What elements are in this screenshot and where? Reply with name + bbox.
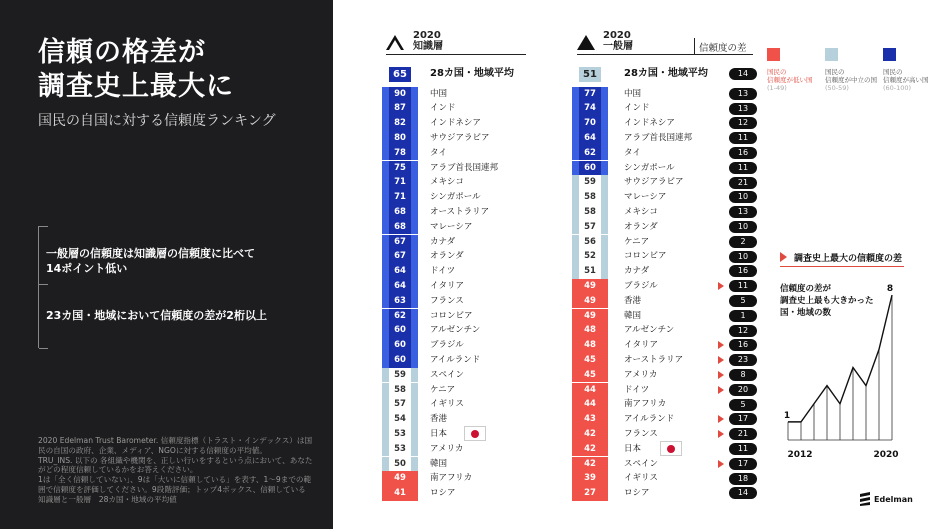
general-country-name: イタリア — [624, 340, 659, 351]
general-average-name: 28カ国・地域平均 — [624, 68, 708, 79]
general-country-name: アルゼンチン — [624, 325, 675, 336]
side-section-title: 調査史上最大の信頼度の差 — [780, 249, 904, 267]
general-diff-value: 2 — [729, 236, 757, 248]
informed-country-name: ロシア — [430, 488, 456, 499]
general-value: 58 — [579, 205, 601, 220]
informed-value: 50 — [389, 457, 411, 472]
general-arrow-icon — [718, 282, 724, 290]
informed-country-name: 日本 — [430, 428, 448, 439]
general-country-name: ブラジル — [624, 280, 658, 291]
informed-triangle-inner — [389, 40, 401, 50]
informed-country-name: アルゼンチン — [430, 325, 481, 336]
informed-country-name: インド — [430, 103, 456, 114]
informed-value: 68 — [389, 220, 411, 235]
general-country-name: オーストラリア — [624, 354, 684, 365]
spark-series-line — [788, 295, 892, 422]
general-value: 56 — [579, 235, 601, 250]
general-value: 43 — [579, 412, 601, 427]
informed-value: 60 — [389, 338, 411, 353]
page-title: 信頼の格差が 調査史上最大に — [38, 37, 234, 102]
general-value: 64 — [579, 131, 601, 146]
informed-country-name: シンガポール — [430, 192, 481, 203]
general-country-name: メキシコ — [624, 206, 658, 217]
informed-value: 80 — [389, 131, 411, 146]
general-diff-value: 13 — [729, 88, 757, 100]
informed-country-name: ブラジル — [430, 340, 464, 351]
informed-value: 78 — [389, 146, 411, 161]
informed-country-name: アイルランド — [430, 354, 481, 365]
informed-country-name: イタリア — [430, 280, 465, 291]
informed-country-name: イギリス — [430, 399, 464, 410]
general-country-name: カナダ — [624, 266, 650, 277]
informed-value: 64 — [389, 264, 411, 279]
general-value: 42 — [579, 442, 601, 457]
left-panel — [0, 0, 333, 529]
informed-value: 53 — [389, 427, 411, 442]
informed-country-name: マレーシア — [430, 221, 473, 232]
informed-value: 54 — [389, 412, 411, 427]
general-diff-value: 5 — [729, 399, 757, 411]
informed-country-name: 南アフリカ — [430, 473, 473, 484]
general-diff-value: 20 — [729, 384, 757, 396]
general-value: 62 — [579, 146, 601, 161]
general-value: 44 — [579, 397, 601, 412]
general-value: 60 — [579, 161, 601, 176]
general-country-name: アラブ首長国連邦 — [624, 132, 693, 143]
informed-value: 75 — [389, 161, 411, 176]
informed-value: 60 — [389, 353, 411, 368]
general-country-name: フランス — [624, 428, 658, 439]
japan-flag-icon — [660, 441, 682, 456]
general-diff-value: 5 — [729, 295, 757, 307]
informed-average-name: 28カ国・地域平均 — [430, 68, 514, 79]
general-diff-value: 10 — [729, 191, 757, 203]
general-value: 52 — [579, 249, 601, 264]
legend-swatch — [883, 48, 896, 61]
general-diff-value: 12 — [729, 325, 757, 337]
informed-country-name: オランダ — [430, 251, 464, 262]
bracket-bottom — [38, 290, 39, 348]
informed-country-name: アメリカ — [430, 443, 464, 454]
general-country-name: インドネシア — [624, 118, 675, 129]
general-diff-value: 10 — [729, 221, 757, 233]
general-country-name: 中国 — [624, 88, 642, 99]
informed-country-name: タイ — [430, 147, 447, 158]
general-country-name: ケニア — [624, 236, 650, 247]
general-value: 45 — [579, 368, 601, 383]
informed-country-name: 香港 — [430, 414, 448, 425]
informed-value: 53 — [389, 442, 411, 457]
general-diff-value: 14 — [729, 487, 757, 499]
general-value: 42 — [579, 427, 601, 442]
general-arrow-icon — [718, 430, 724, 438]
general-header-rule — [577, 54, 753, 55]
edelman-logo-icon — [860, 492, 872, 506]
spark-end-label: 8 — [886, 284, 894, 294]
legend-label: 国民の 信頼度が中立の国 — [825, 68, 877, 84]
legend-item — [767, 48, 823, 92]
general-arrow-icon — [718, 386, 724, 394]
spark-chart — [780, 280, 920, 465]
bracket-top — [38, 226, 39, 290]
diff-header: 信頼度の差 — [699, 43, 747, 54]
diff-header-divider — [694, 38, 695, 54]
informed-country-name: インドネシア — [430, 118, 481, 129]
informed-value: 68 — [389, 205, 411, 220]
general-diff-value: 11 — [729, 280, 757, 292]
general-country-name: ドイツ — [624, 384, 650, 395]
informed-country-name: メキシコ — [430, 177, 464, 188]
general-value: 74 — [579, 101, 601, 116]
general-value: 51 — [579, 264, 601, 279]
general-country-name: 南アフリカ — [624, 399, 667, 410]
general-country-name: 香港 — [624, 295, 642, 306]
edelman-logo: Edelman — [874, 495, 913, 504]
key-finding-1: 一般層の信頼度は知識層の信頼度に比べて 14ポイント低い — [46, 247, 255, 275]
informed-header-rule — [386, 54, 526, 55]
general-value: 49 — [579, 279, 601, 294]
spark-x-tick-start: 2012 — [787, 450, 813, 460]
general-country-name: イギリス — [624, 473, 658, 484]
informed-value: 67 — [389, 249, 411, 264]
informed-country-name: コロンビア — [430, 310, 473, 321]
informed-country-name: 中国 — [430, 88, 448, 99]
informed-country-name: フランス — [430, 295, 464, 306]
legend-item — [825, 48, 881, 92]
general-country-name: アイルランド — [624, 414, 675, 425]
japan-flag-sun — [667, 445, 675, 453]
general-diff-value: 16 — [729, 339, 757, 351]
general-country-name: インド — [624, 103, 650, 114]
informed-value: 58 — [389, 383, 411, 398]
informed-year: 2020 — [413, 30, 441, 41]
general-diff-value: 13 — [729, 206, 757, 218]
legend-item — [883, 48, 939, 92]
informed-country-name: ドイツ — [430, 266, 456, 277]
informed-value: 62 — [389, 309, 411, 324]
informed-value: 82 — [389, 116, 411, 131]
general-value: 77 — [579, 87, 601, 102]
general-value: 48 — [579, 323, 601, 338]
general-value: 27 — [579, 486, 601, 501]
general-value: 42 — [579, 457, 601, 472]
page-subtitle: 国民の自国に対する信頼度ランキング — [38, 113, 276, 129]
general-diff-value: 8 — [729, 369, 757, 381]
general-diff-value: 16 — [729, 265, 757, 277]
general-country-name: アメリカ — [624, 369, 658, 380]
informed-average-value: 65 — [389, 67, 411, 82]
general-country-name: オランダ — [624, 221, 658, 232]
general-value: 58 — [579, 190, 601, 205]
general-diff-value: 1 — [729, 310, 757, 322]
legend-range: (60-100) — [883, 84, 912, 92]
general-arrow-icon — [718, 371, 724, 379]
general-average-diff: 14 — [729, 68, 757, 80]
general-country-name: シンガポール — [624, 162, 675, 173]
general-label: 一般層 — [603, 41, 633, 52]
legend-range: (50-59) — [825, 84, 849, 92]
general-country-name: 日本 — [624, 443, 642, 454]
legend-swatch — [825, 48, 838, 61]
informed-value: 49 — [389, 471, 411, 486]
informed-country-name: カナダ — [430, 236, 456, 247]
informed-value: 41 — [389, 486, 411, 501]
general-value: 39 — [579, 471, 601, 486]
general-diff-value: 21 — [729, 177, 757, 189]
general-diff-value: 17 — [729, 458, 757, 470]
general-diff-value: 11 — [729, 162, 757, 174]
general-arrow-icon — [718, 460, 724, 468]
general-country-name: サウジアラビア — [624, 177, 684, 188]
general-value: 48 — [579, 338, 601, 353]
general-country-name: コロンビア — [624, 251, 667, 262]
informed-value: 59 — [389, 368, 411, 383]
general-triangle-icon — [577, 35, 595, 50]
general-diff-value: 17 — [729, 413, 757, 425]
general-diff-value: 21 — [729, 428, 757, 440]
general-country-name: タイ — [624, 147, 641, 158]
informed-value: 87 — [389, 101, 411, 116]
informed-value: 71 — [389, 190, 411, 205]
key-finding-2: 23カ国・地域において信頼度の差が2桁以上 — [46, 309, 267, 322]
general-value: 49 — [579, 309, 601, 324]
japan-flag-sun — [471, 430, 479, 438]
informed-value: 60 — [389, 323, 411, 338]
general-country-name: ロシア — [624, 488, 650, 499]
general-value: 59 — [579, 175, 601, 190]
general-diff-value: 11 — [729, 132, 757, 144]
general-arrow-icon — [718, 415, 724, 423]
informed-value: 90 — [389, 87, 411, 102]
legend-swatch — [767, 48, 780, 61]
legend-label: 国民の 信頼度が低い国 — [767, 68, 813, 84]
informed-country-name: オーストラリア — [430, 206, 490, 217]
informed-country-name: スペイン — [430, 369, 465, 380]
informed-country-name: ケニア — [430, 384, 456, 395]
informed-label: 知識層 — [413, 41, 443, 52]
general-diff-value: 23 — [729, 354, 757, 366]
general-value: 45 — [579, 353, 601, 368]
footnote: 2020 Edelman Trust Barometer. 信頼度指標（トラスト・インデックス）は国民の自国の政府、企業、メディア、NGOに対する信頼度の平均値。 TRU_INS. 以下の 各組織や機関を、正しい行いをするという点において、あなたがどの程度信頼しているかをお答えください。 1は「全く信頼していない」、9は「大いに信頼している」を表す、1〜9までの範囲で信頼度を評価してください。9段階評価；トップ4ボックス、信頼している 知識層と一般層 28カ国・地域の平均値 — [38, 436, 313, 504]
general-diff-value: 16 — [729, 147, 757, 159]
general-country-name: スペイン — [624, 458, 659, 469]
general-diff-value: 18 — [729, 473, 757, 485]
informed-value: 63 — [389, 294, 411, 309]
general-diff-value: 10 — [729, 251, 757, 263]
legend-label: 国民の 信頼度が高い国 — [883, 68, 929, 84]
general-diff-value: 13 — [729, 103, 757, 115]
spark-chart-label: 信頼度の差が 調査史上最も大きかった 国・地域の数 — [780, 284, 874, 318]
general-year: 2020 — [603, 30, 631, 41]
spark-start-label: 1 — [783, 410, 791, 421]
spark-x-tick-end: 2020 — [873, 450, 899, 460]
general-diff-value: 12 — [729, 117, 757, 129]
informed-value: 67 — [389, 235, 411, 250]
general-country-name: 韓国 — [624, 310, 642, 321]
general-average-value: 51 — [579, 67, 601, 82]
japan-flag-icon — [464, 426, 486, 441]
legend-range: (1-49) — [767, 84, 787, 92]
general-value: 57 — [579, 220, 601, 235]
informed-country-name: アラブ首長国連邦 — [430, 162, 499, 173]
general-arrow-icon — [718, 341, 724, 349]
informed-value: 71 — [389, 175, 411, 190]
informed-country-name: 韓国 — [430, 458, 448, 469]
general-arrow-icon — [718, 356, 724, 364]
general-value: 70 — [579, 116, 601, 131]
general-diff-value: 11 — [729, 443, 757, 455]
informed-country-name: サウジアラビア — [430, 132, 490, 143]
general-value: 44 — [579, 383, 601, 398]
general-country-name: マレーシア — [624, 192, 667, 203]
general-value: 49 — [579, 294, 601, 309]
informed-value: 64 — [389, 279, 411, 294]
informed-value: 57 — [389, 397, 411, 412]
